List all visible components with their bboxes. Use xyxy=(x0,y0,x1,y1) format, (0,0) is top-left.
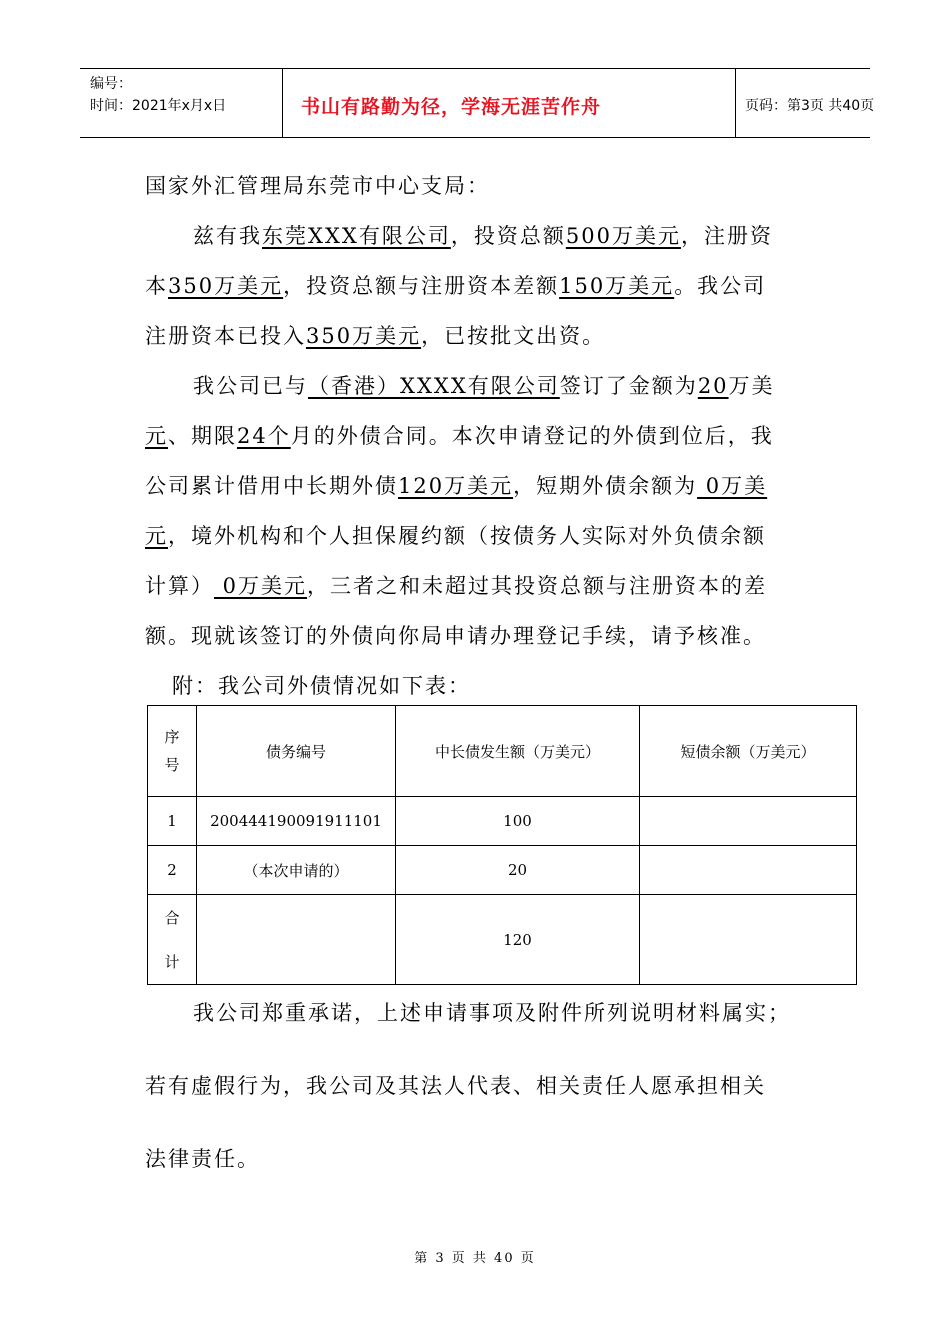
text: 签订了金额为 xyxy=(559,374,698,398)
header-short-balance: 短债余额（万美元） xyxy=(640,706,857,797)
text: 注册资本已投入 xyxy=(145,324,306,348)
text: 月的外债合同。本次申请登记的外债到位后，我 xyxy=(290,424,774,448)
loan-amount: 20 xyxy=(697,374,729,398)
row-long-amount: 20 xyxy=(396,846,640,895)
page-footer: 第 3 页 共 40 页 xyxy=(414,1251,536,1266)
creditor-name: （香港）XXXX有限公司 xyxy=(308,374,560,398)
paragraph-1-line-3 xyxy=(145,321,605,351)
row-debt-id: 200444190091911101 xyxy=(197,797,396,846)
paragraph-2-line-1 xyxy=(193,371,775,401)
text: ，已按批文出资。 xyxy=(421,324,606,348)
attachment-note: 附：我公司外债情况如下表： xyxy=(172,674,471,698)
shortterm-debt: 0万美 xyxy=(697,474,768,498)
row-long-amount: 100 xyxy=(396,797,640,846)
paragraph-2-line-3 xyxy=(145,471,767,501)
page-label: 页码：第3页 共40页 xyxy=(745,98,875,114)
longterm-debt: 120万美元 xyxy=(398,474,514,498)
row-long-amount: 120 xyxy=(396,895,640,985)
text: 计算） xyxy=(145,574,214,598)
paragraph-2-line-5 xyxy=(145,571,767,601)
text: ，注册资 xyxy=(680,224,773,248)
text: 合计 xyxy=(164,908,180,971)
header-meta-cell xyxy=(80,69,282,137)
row-seq: 2 xyxy=(148,846,197,895)
text: ，投资总额与注册资本差额 xyxy=(283,274,560,298)
header-debt-id: 债务编号 xyxy=(197,706,396,797)
row-debt-id: （本次申请的） xyxy=(197,846,396,895)
paragraph-1-line-2 xyxy=(145,271,766,301)
table-row xyxy=(148,846,857,895)
date-label: 时间：2021年x月x日 xyxy=(90,98,227,114)
text: ，三者之和未超过其投资总额与注册资本的差 xyxy=(307,574,768,598)
table-header-row xyxy=(148,706,857,797)
row-seq: 1 xyxy=(148,797,197,846)
text: 。我公司 xyxy=(674,274,767,298)
table-total-row xyxy=(148,895,857,985)
row-short-balance xyxy=(640,797,857,846)
motto: 书山有路勤为径，学海无涯苦作舟 xyxy=(301,96,602,118)
text: 我公司已与 xyxy=(193,374,308,398)
guarantee-amount: 0万美元 xyxy=(214,574,308,598)
row-short-balance xyxy=(640,895,857,985)
text: ，短期外债余额为 xyxy=(513,474,698,498)
text: ，投资总额 xyxy=(450,224,566,248)
paragraph-2-line-4 xyxy=(145,521,766,551)
text: 万美 xyxy=(728,374,775,398)
paragraph-2-line-2 xyxy=(145,421,774,451)
text: 兹有我 xyxy=(193,224,262,248)
text: 、期限 xyxy=(168,424,237,448)
number-label: 编号： xyxy=(90,76,132,92)
registered-capital: 350万美元 xyxy=(168,274,284,298)
closing-line-1: 我公司郑重承诺，上述申请事项及附件所列说明材料属实； xyxy=(193,1001,791,1025)
text: 公司累计借用中长期外债 xyxy=(145,474,398,498)
text: ，境外机构和个人担保履约额（按债务人实际对外负债余额 xyxy=(168,524,766,548)
text: 元 xyxy=(145,524,168,548)
loan-term: 24个 xyxy=(237,424,291,448)
debt-table xyxy=(147,705,857,985)
closing-line-2: 若有虚假行为，我公司及其法人代表、相关责任人愿承担相关 xyxy=(145,1074,766,1098)
company-name: 东莞XXX有限公司 xyxy=(262,224,451,248)
text: 元 xyxy=(145,424,168,448)
table-row xyxy=(148,797,857,846)
row-seq xyxy=(148,895,197,985)
row-short-balance xyxy=(640,846,857,895)
paragraph-2-line-6: 额。现就该签订的外债向你局申请办理登记手续，请予核准。 xyxy=(145,624,766,648)
page-header xyxy=(80,68,875,138)
addressee: 国家外汇管理局东莞市中心支局： xyxy=(145,174,490,198)
total-investment: 500万美元 xyxy=(565,224,681,248)
closing-line-3: 法律责任。 xyxy=(145,1147,260,1171)
text: 序号 xyxy=(164,728,180,774)
header-page-cell xyxy=(735,69,875,137)
text: 本 xyxy=(145,274,168,298)
header-long-amount: 中长债发生额（万美元） xyxy=(396,706,640,797)
header-seq xyxy=(148,706,197,797)
row-debt-id xyxy=(197,895,396,985)
capital-invested: 350万美元 xyxy=(306,324,422,348)
capital-difference: 150万美元 xyxy=(559,274,675,298)
paragraph-1-line-1 xyxy=(193,221,773,251)
header-motto-cell xyxy=(282,69,736,137)
